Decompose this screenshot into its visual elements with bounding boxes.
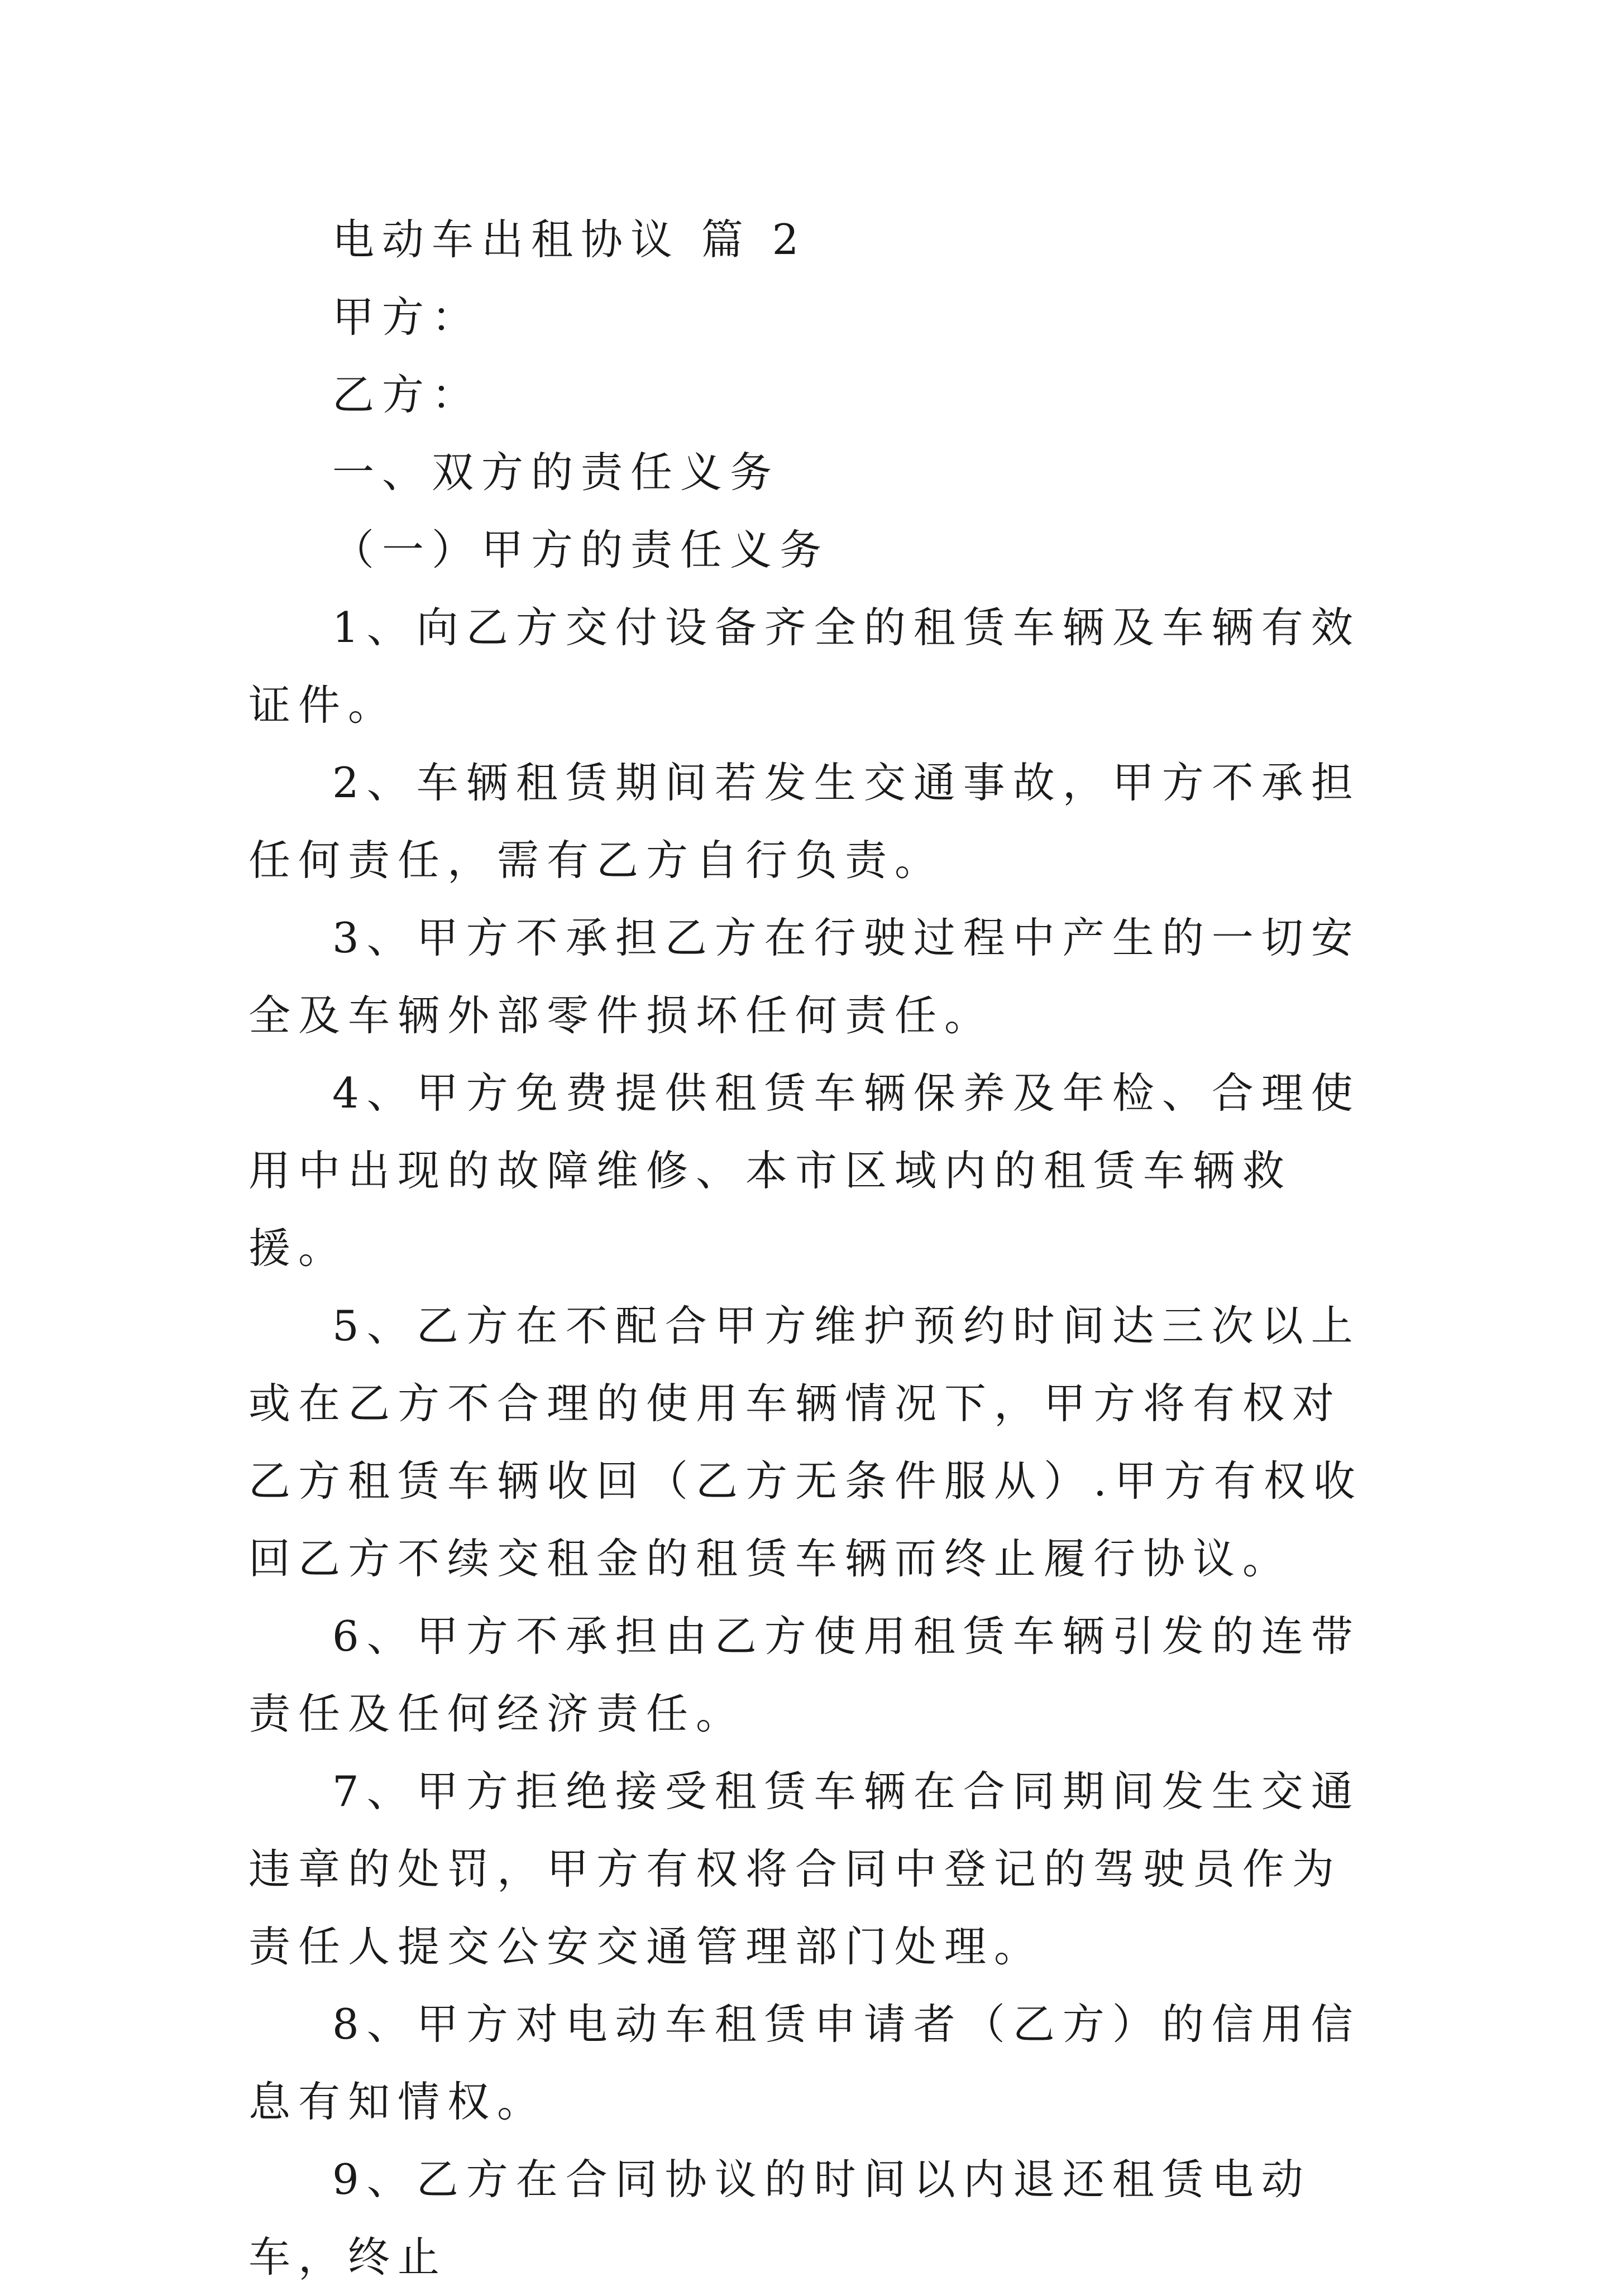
clause-6: 6、甲方不承担由乙方使用租赁车辆引发的连带责任及任何经济责任。 xyxy=(248,1612,1361,1738)
clause-1: 1、向乙方交付设备齐全的租赁车辆及车辆有效证件。 xyxy=(248,603,1361,730)
clause-5: 5、乙方在不配合甲方维护预约时间达三次以上或在乙方不合理的使用车辆情况下，甲方将有权对乙方租赁车辆收回（乙方无条件服从）.甲方有权收回乙方不续交租金的租赁车辆而终止履行协议。 xyxy=(248,1301,1363,1583)
clause-7: 7、甲方拒绝接受租赁车辆在合同期间发生交通违章的处罚，甲方有权将合同中登记的驾驶员作为责任人提交公安交通管理部门处理。 xyxy=(248,1767,1361,1971)
clause-8: 8、甲方对电动车租赁申请者（乙方）的信用信息有知情权。 xyxy=(248,2000,1361,2126)
clause-2: 2、车辆租赁期间若发生交通事故，甲方不承担任何责任，需有乙方自行负责。 xyxy=(248,758,1361,885)
subsection-heading: （一）甲方的责任义务 xyxy=(332,525,830,574)
party-a-label: 甲方： xyxy=(332,293,482,342)
document-title: 电动车出租协议 篇 2 xyxy=(332,215,807,264)
party-b-label: 乙方： xyxy=(332,370,482,419)
section-heading: 一、双方的责任义务 xyxy=(332,448,780,497)
clause-4: 4、甲方免费提供租赁车辆保养及年检、合理使用中出现的故障维修、本市区域内的租赁车辆救援。 xyxy=(248,1068,1361,1273)
clause-3: 3、甲方不承担乙方在行驶过程中产生的一切安全及车辆外部零件损坏任何责任。 xyxy=(248,913,1361,1040)
document-body xyxy=(248,201,1376,2296)
clause-9: 9、乙方在合同协议的时间以内退还租赁电动车，终止 xyxy=(248,2155,1311,2281)
